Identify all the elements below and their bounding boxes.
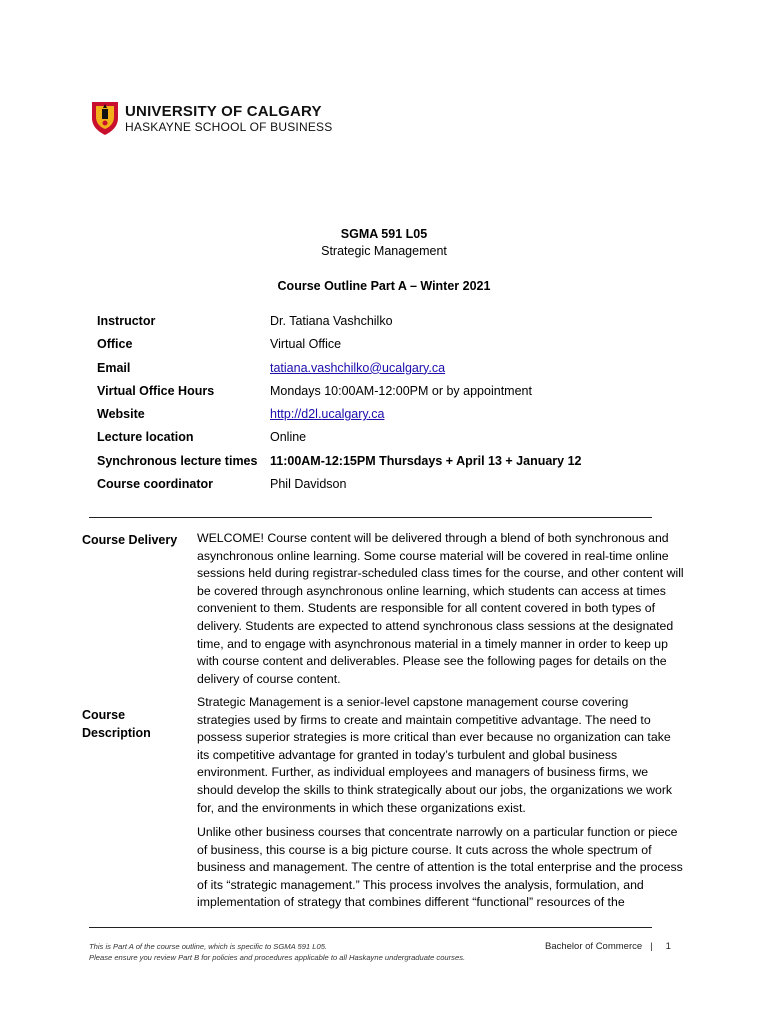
course-description-label: Course Description: [82, 708, 151, 740]
info-label: Lecture location: [97, 430, 194, 445]
course-name: Strategic Management: [321, 244, 447, 258]
footer-program: Bachelor of Commerce: [545, 941, 643, 952]
course-code: SGMA 591 L05: [340, 227, 428, 241]
info-label: Instructor: [97, 314, 156, 328]
lecture-location-value: Online: [270, 430, 307, 445]
office-value: Virtual Office: [270, 337, 342, 352]
logo-subtitle: HASKAYNE SCHOOL OF BUSINESS: [125, 120, 333, 134]
section-divider-top: [89, 517, 652, 518]
instructor-name: Dr. Tatiana Vashchilko: [270, 314, 393, 328]
section-divider-bottom: [89, 927, 652, 928]
course-delivery-label: Course Delivery: [82, 533, 178, 547]
info-label: Email: [97, 360, 131, 375]
website-link[interactable]: http://d2l.ucalgary.ca: [270, 407, 385, 422]
info-label: Website: [97, 407, 145, 422]
footer-note-line-1: This is Part A of the course outline, which is specific to SGMA 591 L05.: [89, 942, 328, 951]
course-delivery-text: WELCOME! Course content will be delivered through a blend of both synchronous and asynchronous online learning. Some course material will be covered in real-time online sessions held during registrar-scheduled class times for the course, and other content will be covered through asynchronous online learning, which students can access at times convenient to them. Students are responsible for all content covered in both types of delivery. Students are expected to attend synchronous class sessions at the designated time, and to engage with asynchronous material in a timely manner in order to keep up with course content and deliverables. Please see the following pages for details on the delivery of course content.: [197, 531, 684, 686]
university-logo: [91, 100, 331, 138]
footer-separator: |: [650, 941, 653, 952]
info-label: Virtual Office Hours: [97, 383, 215, 398]
course-description-paragraph-1: Strategic Management is a senior-level capstone management course covering strategies used by firms to create and maintain competitive advantage. The need to possess superior strategies is more critical than ever because no organization can take its competitive advantage for granted in today’s turbulent and global business environment. Further, as individual employees and managers of business firms, we should develop the skills to think strategically about our jobs, the organizations we work for, and the environments in which these organizations exist.: [197, 695, 673, 815]
coordinator-value: Phil Davidson: [270, 477, 347, 492]
footer-note: [89, 941, 465, 963]
footer-note-line-2: Please ensure you review Part B for policies and procedures applicable to all Haskayne undergraduate courses.: [89, 953, 466, 962]
info-label: Synchronous lecture times: [97, 453, 258, 468]
office-hours-value: Mondays 10:00AM-12:00PM or by appointment: [270, 383, 532, 398]
outline-title: Course Outline Part A – Winter 2021: [277, 279, 491, 293]
info-label: Office: [97, 337, 133, 352]
course-description-paragraph-2: Unlike other business courses that concentrate narrowly on a particular function or piece of business, this course is a big picture course. It cuts across the whole spectrum of business and management. The centre of attention is the total enterprise and the process of its “strategic management.” This process involves the analysis, formulation, and implementation of strategy that combines different “functional” resources of the: [197, 825, 683, 910]
lecture-times-value: 11:00AM-12:15PM Thursdays + April 13 + January 12: [270, 453, 582, 468]
info-label: Course coordinator: [97, 477, 213, 492]
footer-page-info: [545, 941, 671, 952]
logo-title: UNIVERSITY OF CALGARY: [125, 103, 322, 120]
page-number: 1: [665, 941, 671, 952]
crest-icon: [91, 100, 119, 136]
email-link[interactable]: tatiana.vashchilko@ucalgary.ca: [270, 360, 446, 375]
